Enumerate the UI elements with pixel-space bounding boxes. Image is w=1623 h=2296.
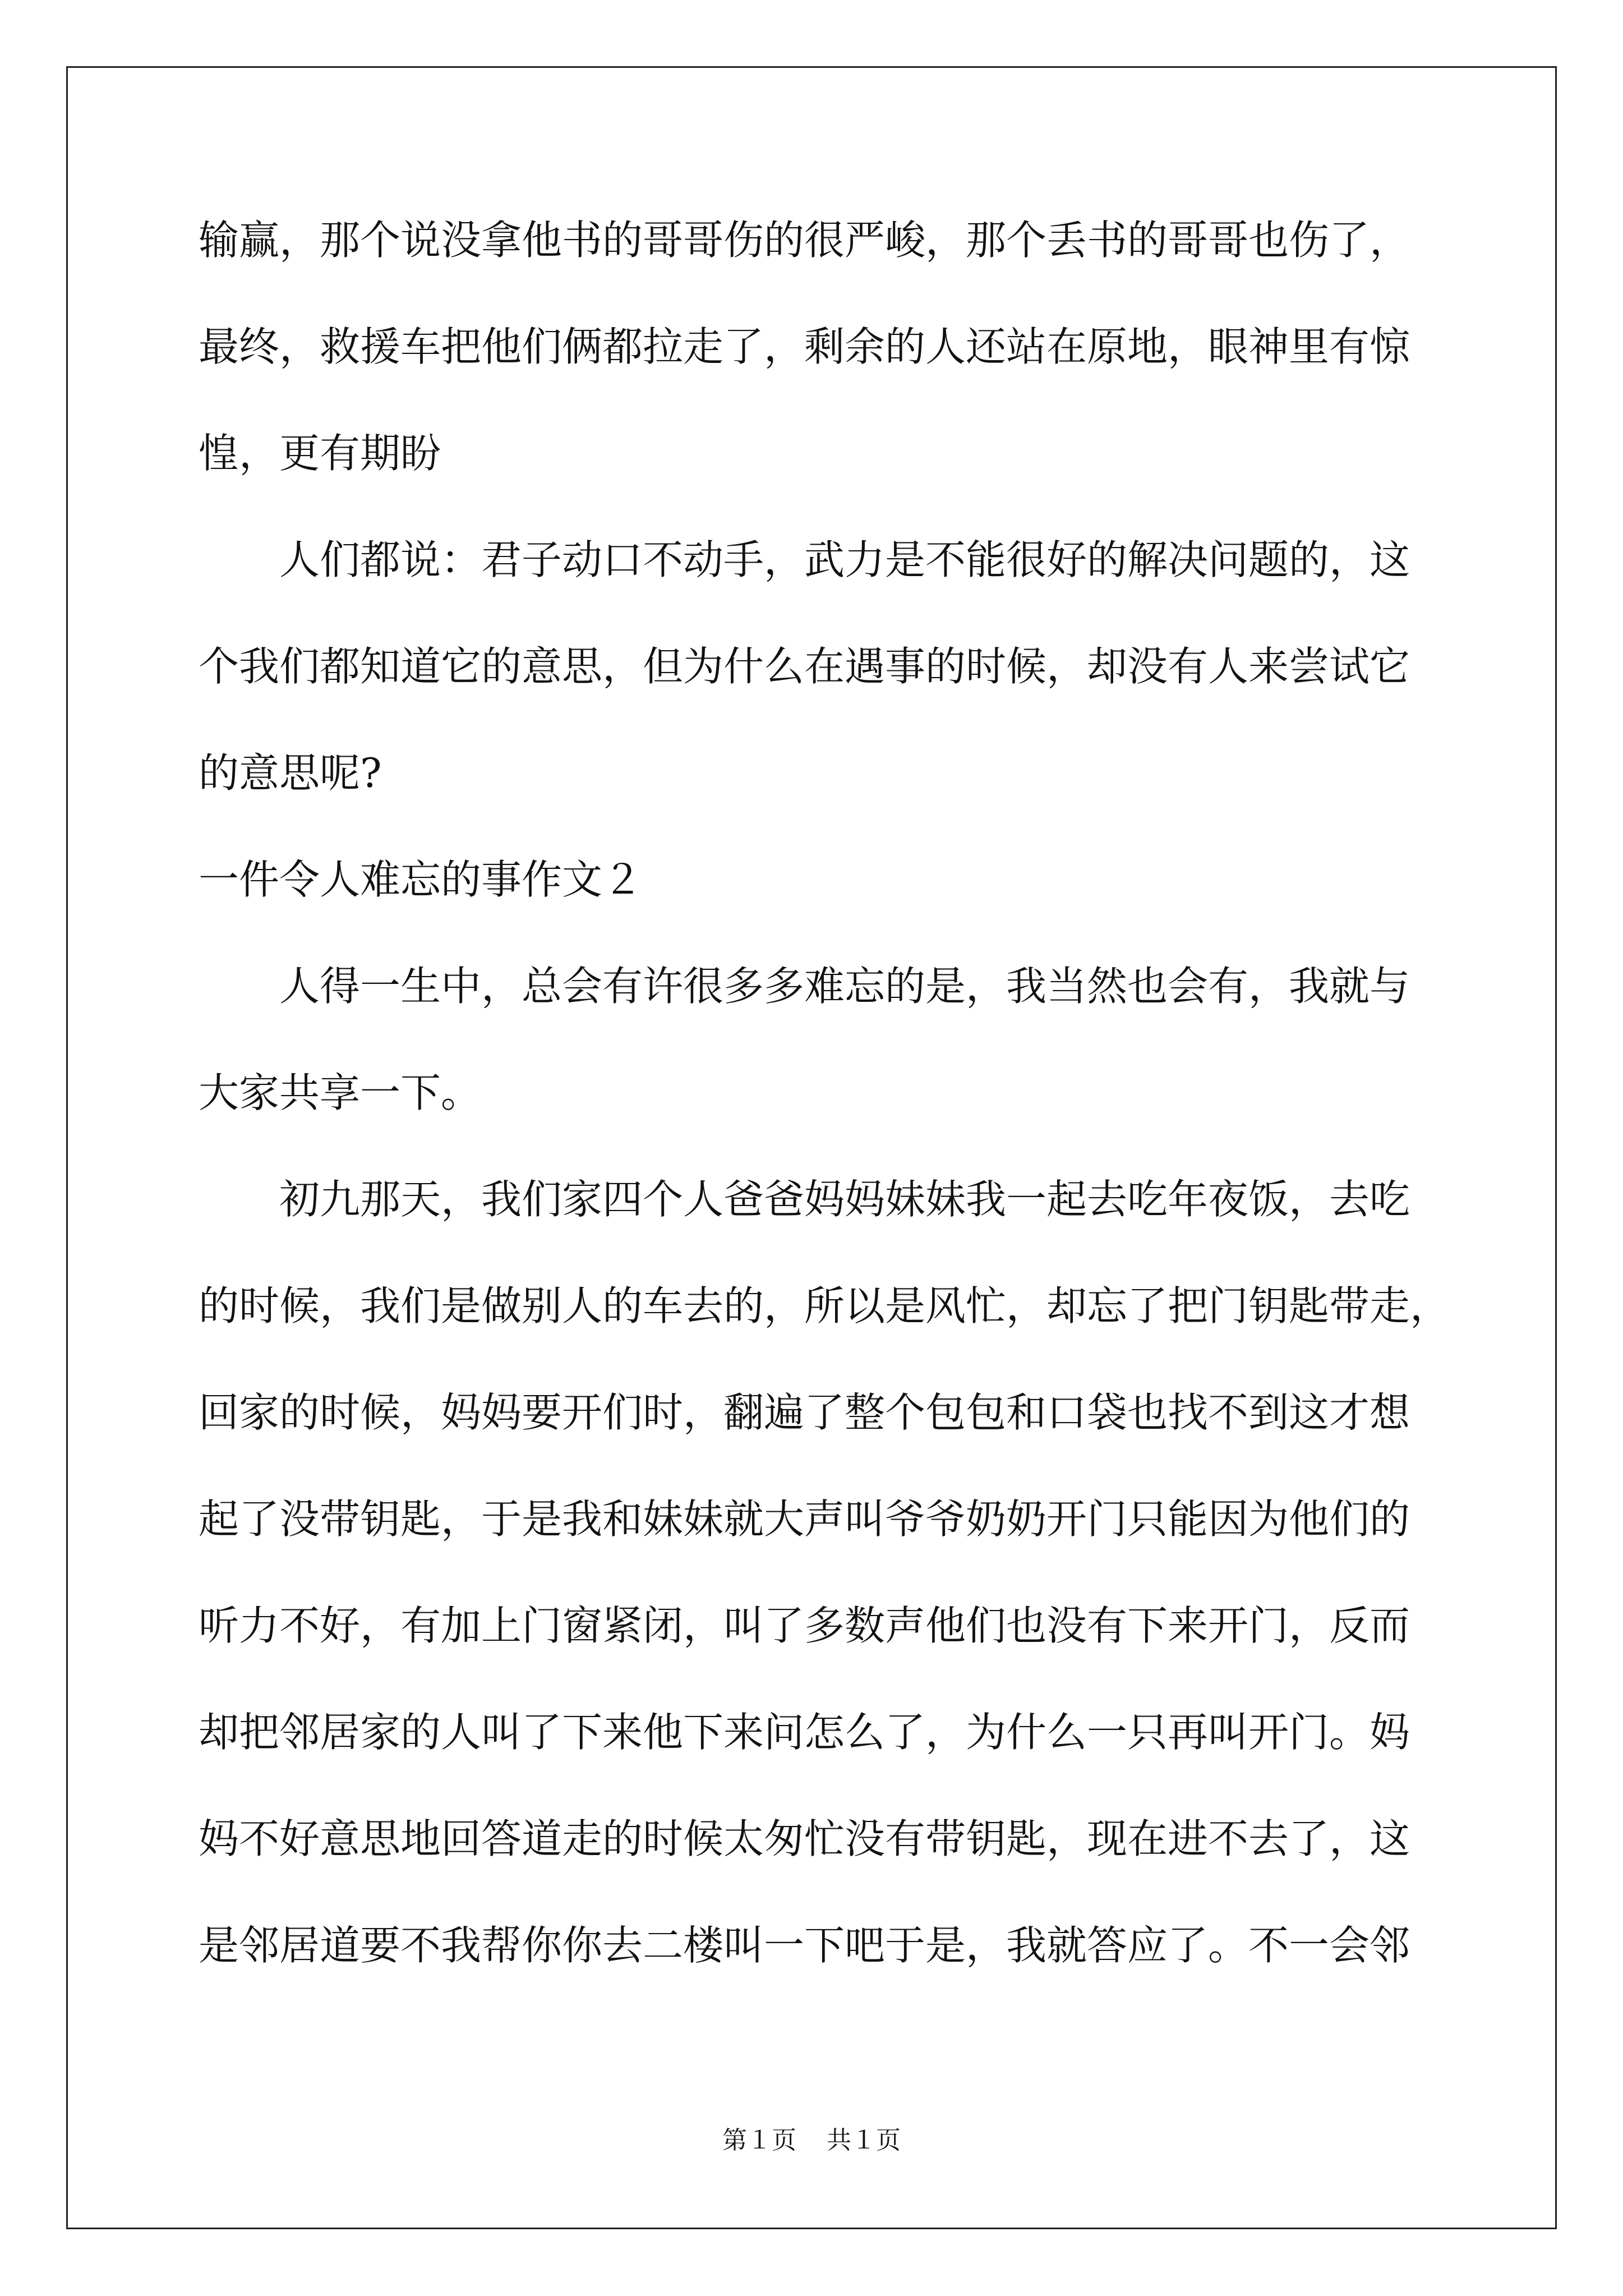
page-total: 共１页 [827, 2126, 901, 2155]
text-line: 个我们都知道它的意思，但为什么在遇事的时候，却没有人来尝试它 [199, 643, 1410, 690]
text-line: 的意思呢? [199, 749, 382, 797]
text-line: 回家的时候，妈妈要开们时，翻遍了整个包包和口袋也找不到这才想 [199, 1389, 1410, 1436]
section-heading: 一件令人难忘的事作文２ [199, 856, 643, 903]
text-line: 惶，更有期盼 [199, 430, 441, 477]
text-line: 起了没带钥匙，于是我和妹妹就大声叫爷爷奶奶开门只能因为他们的 [199, 1496, 1410, 1543]
text-line: 听力不好，有加上门窗紧闭，叫了多数声他们也没有下来开门，反而 [199, 1602, 1410, 1649]
text-line: 是邻居道要不我帮你你去二楼叫一下吧于是，我就答应了。不一会邻 [199, 1922, 1410, 1969]
paragraph-start-line: 人得一生中，总会有许很多多难忘的是，我当然也会有，我就与 [199, 963, 1410, 1010]
text-line: 的时候，我们是做别人的车去的，所以是风忙，却忘了把门钥匙带走， [199, 1282, 1451, 1329]
page-footer [0, 2125, 1623, 2156]
paragraph-start-line: 初九那天，我们家四个人爸爸妈妈妹妹我一起去吃年夜饭，去吃 [199, 1176, 1410, 1223]
text-line: 大家共享一下。 [199, 1069, 482, 1116]
text-line: 输赢，那个说没拿他书的哥哥伤的很严峻，那个丢书的哥哥也伤了， [199, 217, 1410, 264]
paragraph-start-line: 人们都说：君子动口不动手，武力是不能很好的解决问题的，这 [199, 536, 1410, 583]
text-line: 最终，救援车把他们俩都拉走了，剩余的人还站在原地，眼神里有惊 [199, 323, 1410, 370]
text-line: 却把邻居家的人叫了下来他下来问怎么了，为什么一只再叫开门。妈 [199, 1709, 1410, 1756]
page-number: 第１页 [722, 2126, 796, 2155]
text-line: 妈不好意思地回答道走的时候太匆忙没有带钥匙，现在进不去了，这 [199, 1815, 1410, 1862]
page-border [66, 66, 1557, 2229]
